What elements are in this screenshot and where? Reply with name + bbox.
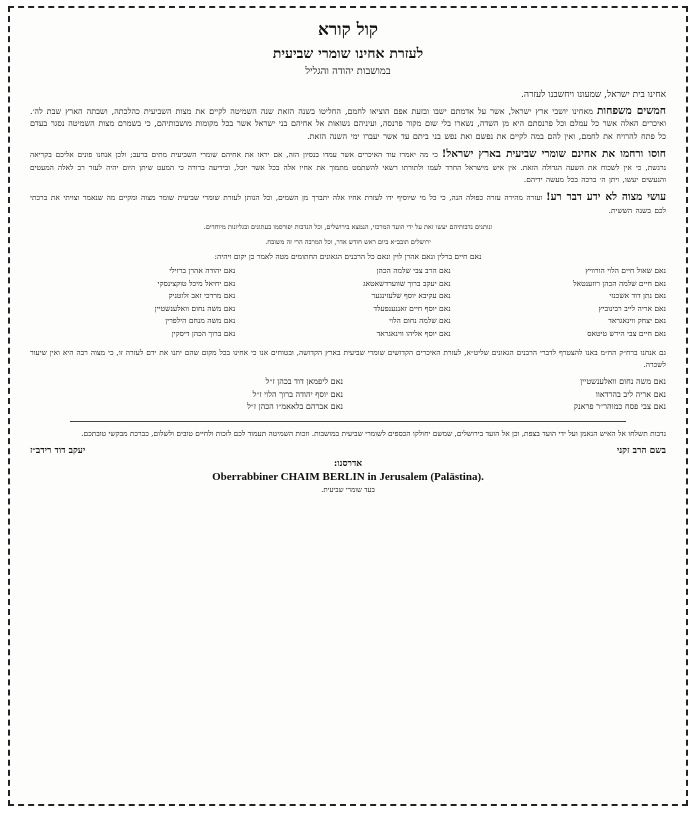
document-title: קול קורא bbox=[317, 20, 379, 40]
signer: נאם שלמה נחום הלוי bbox=[389, 316, 451, 326]
address-label: אדרסנו: bbox=[333, 458, 363, 469]
signer: נאם משה מנחם הילפרין bbox=[165, 316, 236, 326]
paragraph-mitzvah-bold: עושי מצוה לא ידע דבר רע! bbox=[546, 191, 667, 204]
paragraph-mitzvah-text: ועזרה מהירה עזרה כפולה הנה, כי כל מי שיוסיף ידו לעזרת אחיו אלה יתברך מן השמים, וכל הנותן לעזרת שומרי שביעית שומר מצוה ומקיים מה שנאמר וצויתי את ברכתי לכם בשנה הששית. bbox=[30, 193, 666, 215]
paragraph-mitzvah bbox=[30, 191, 666, 217]
closing-paragraph-2: נדבות תשלחו אל האיש הנאמן ועל ידי הועד בצפת, וכן אל הועד בירושלים, שמשם יחולקו הכספים לשומרי שביעית במושבות. וזכות השמיטה תעמוד לכם לזכות ולחיים טובים ולשלום, כברכת מבקשי טובתכם. bbox=[81, 428, 666, 438]
footer-left-signature: יעקב דוד רידב״ז bbox=[30, 445, 86, 456]
document-subtitle: לעזרת אחינו שומרי שביעית bbox=[272, 46, 424, 62]
paragraph-families-bold: חמשים משפחות bbox=[597, 105, 666, 117]
signer: נאם חיים שלמה הכהן רוזענטאל bbox=[573, 278, 666, 288]
signer: נאם יהודה אהרן ברזילי bbox=[169, 266, 236, 276]
document-subsubtitle: במושבות יהודה והגליל bbox=[305, 66, 391, 77]
signer: נאם אריה לייב רבינוביץ bbox=[598, 303, 666, 313]
signer: נאם אריה ליב בהרדאוו bbox=[595, 389, 666, 399]
notice-line-2: ירושלים תובב״א ביום ראש חודש אדר, וכל המרבה הרי זה משובח. bbox=[265, 238, 431, 247]
signers-grid-2 bbox=[30, 376, 666, 413]
paragraph-families-text: מאחינו יושבי ארץ ישראל, אשר על אדמתם ישבו ובזעת אפם הוציאו לחמם, החליטו בשנה הזאת שנה השמיטה לקיים את מצות השביעית כהלכתה, ושבתה הארץ שבת לה׳. ואיכרים האלה אשר כל עמלם וכל פרנסתם היא מן השדה, נשארו בלי שום מקור פרנסה, ועיניהם נשואות אל אחיהם בני ישראל אשר בכל מקומות מושבותיהם, כי בשמרם מצות השמיטה נסגר בעדם כל פתח להרויח את לחמם, ואין להם במה לקיים את נפשם ואת נפש בני ביתם עד אשר יעברו ימי השנה הזאת. bbox=[30, 107, 666, 141]
signer: נאם אברהם בלאאמ״ו הכהן ז״ל bbox=[247, 402, 343, 412]
greeting-line: אחינו בית ישראל, שמעונו ויחשבנו לעזרה. bbox=[521, 90, 666, 100]
bottom-note: בעד שומרי שביעית. bbox=[321, 485, 375, 494]
signer: נאם ברוך הכהן דיסקין bbox=[171, 328, 236, 338]
signer: נאם יצחק ווינאגראד bbox=[608, 316, 666, 326]
signer: נאם יוסף חיים זאננענפעלד bbox=[373, 303, 451, 313]
signer: נאם ליפמאן דוד בכהן ז״ל bbox=[265, 377, 343, 387]
address-line: Oberrabbiner CHAIM BERLIN in Jerusalem (Palästina). bbox=[212, 470, 484, 483]
proclamation-sheet bbox=[8, 6, 688, 806]
signer: נאם חיים צבי הירש טיטאס bbox=[587, 328, 666, 338]
signer: נאם יוסף אליהו ווינאגראד bbox=[376, 328, 451, 338]
signer: נאם הרב צבי שלמה הכהן bbox=[376, 266, 451, 276]
signers-grid bbox=[30, 265, 666, 339]
divider bbox=[70, 421, 626, 422]
paragraph-appeal bbox=[30, 148, 666, 186]
signer: נאם יוסף יהודה ברוך הלוי ז״ל bbox=[252, 389, 343, 399]
notice-line-1: ונותנים נדבותיהם יעשו זאת על ידי הועד המרכזי, הנמצא בירושלים, וכל הנדבות יפורסמו בעתונים ובגליונות מיוחדים. bbox=[203, 223, 493, 232]
signer: נאם נתן דוד אשכנזי bbox=[609, 291, 666, 301]
signer: נאם עקיבא יוסף שלעזינגער bbox=[371, 291, 451, 301]
signer: נאם משה נחום וואלענשטיין bbox=[154, 303, 236, 313]
signer: נאם משה נחום וואלענשטיין bbox=[580, 377, 666, 387]
footer-right-signature: בשם הרב זקני bbox=[616, 445, 666, 456]
signers-title: נאם חיים ברלין ונאם אהרן לוין ונאם כל הרבנים הגאונים החתומים מטה לאמר כן יקום ויהיה: bbox=[214, 252, 482, 262]
paragraph-appeal-text: כי מה יאמרו עוד האיכרים אשר עמדו בנסיון הזה, אם יראו את אחיהם שומרי השביעית מתים ברעב; ולכן אנחנו פונים אליכם בקריאה נרגשת, כי אין לשכוח את השעה הגדולה הזאת. אין איש מישראל החרד לעמו ולתורתו רשאי להשתמט מתמוך את אחיו אלה בכל אשר יוכל, ובידיעה ברורה כי המעט שיתן היום יהיה לעזר רב לאלה המעטים והנעשים יעשו, ויתן ה׳ ברכה בכל מעשה ידיהם. bbox=[30, 150, 666, 185]
paragraph-appeal-bold: חוסו ורחמו את אחינם שומרי שביעית בארץ ישראל! bbox=[441, 148, 666, 161]
paragraph-families bbox=[30, 105, 666, 143]
signer: נאם שאול חיים הלוי הורוויץ bbox=[585, 266, 666, 276]
signer: נאם יחיאל מיכל טוקצינסקי bbox=[157, 278, 236, 288]
closing-paragraph-1: גם אנחנו ברח״ק הח״מ באנו להצטרף לדברי הרבנים הגאונים שליט״א, לעזרת האיכרים הקדושים שומרי שביעית בארץ הקדושה, ובטוחים אנו כי אחינו בכל מקום שהם יתנו את ידם לעזרה זו, כי מצוה רבה היא ואין שיעור לשכרה. bbox=[30, 348, 666, 370]
footer-signatures bbox=[30, 445, 666, 456]
signer: נאם מרדכי זאב זלוטניק bbox=[168, 291, 236, 301]
signer: נאם צבי פסח כמוהר״ר פראנק bbox=[573, 402, 666, 412]
signer: נאם יעקב ברוך שווערדשאטאג bbox=[363, 278, 451, 288]
